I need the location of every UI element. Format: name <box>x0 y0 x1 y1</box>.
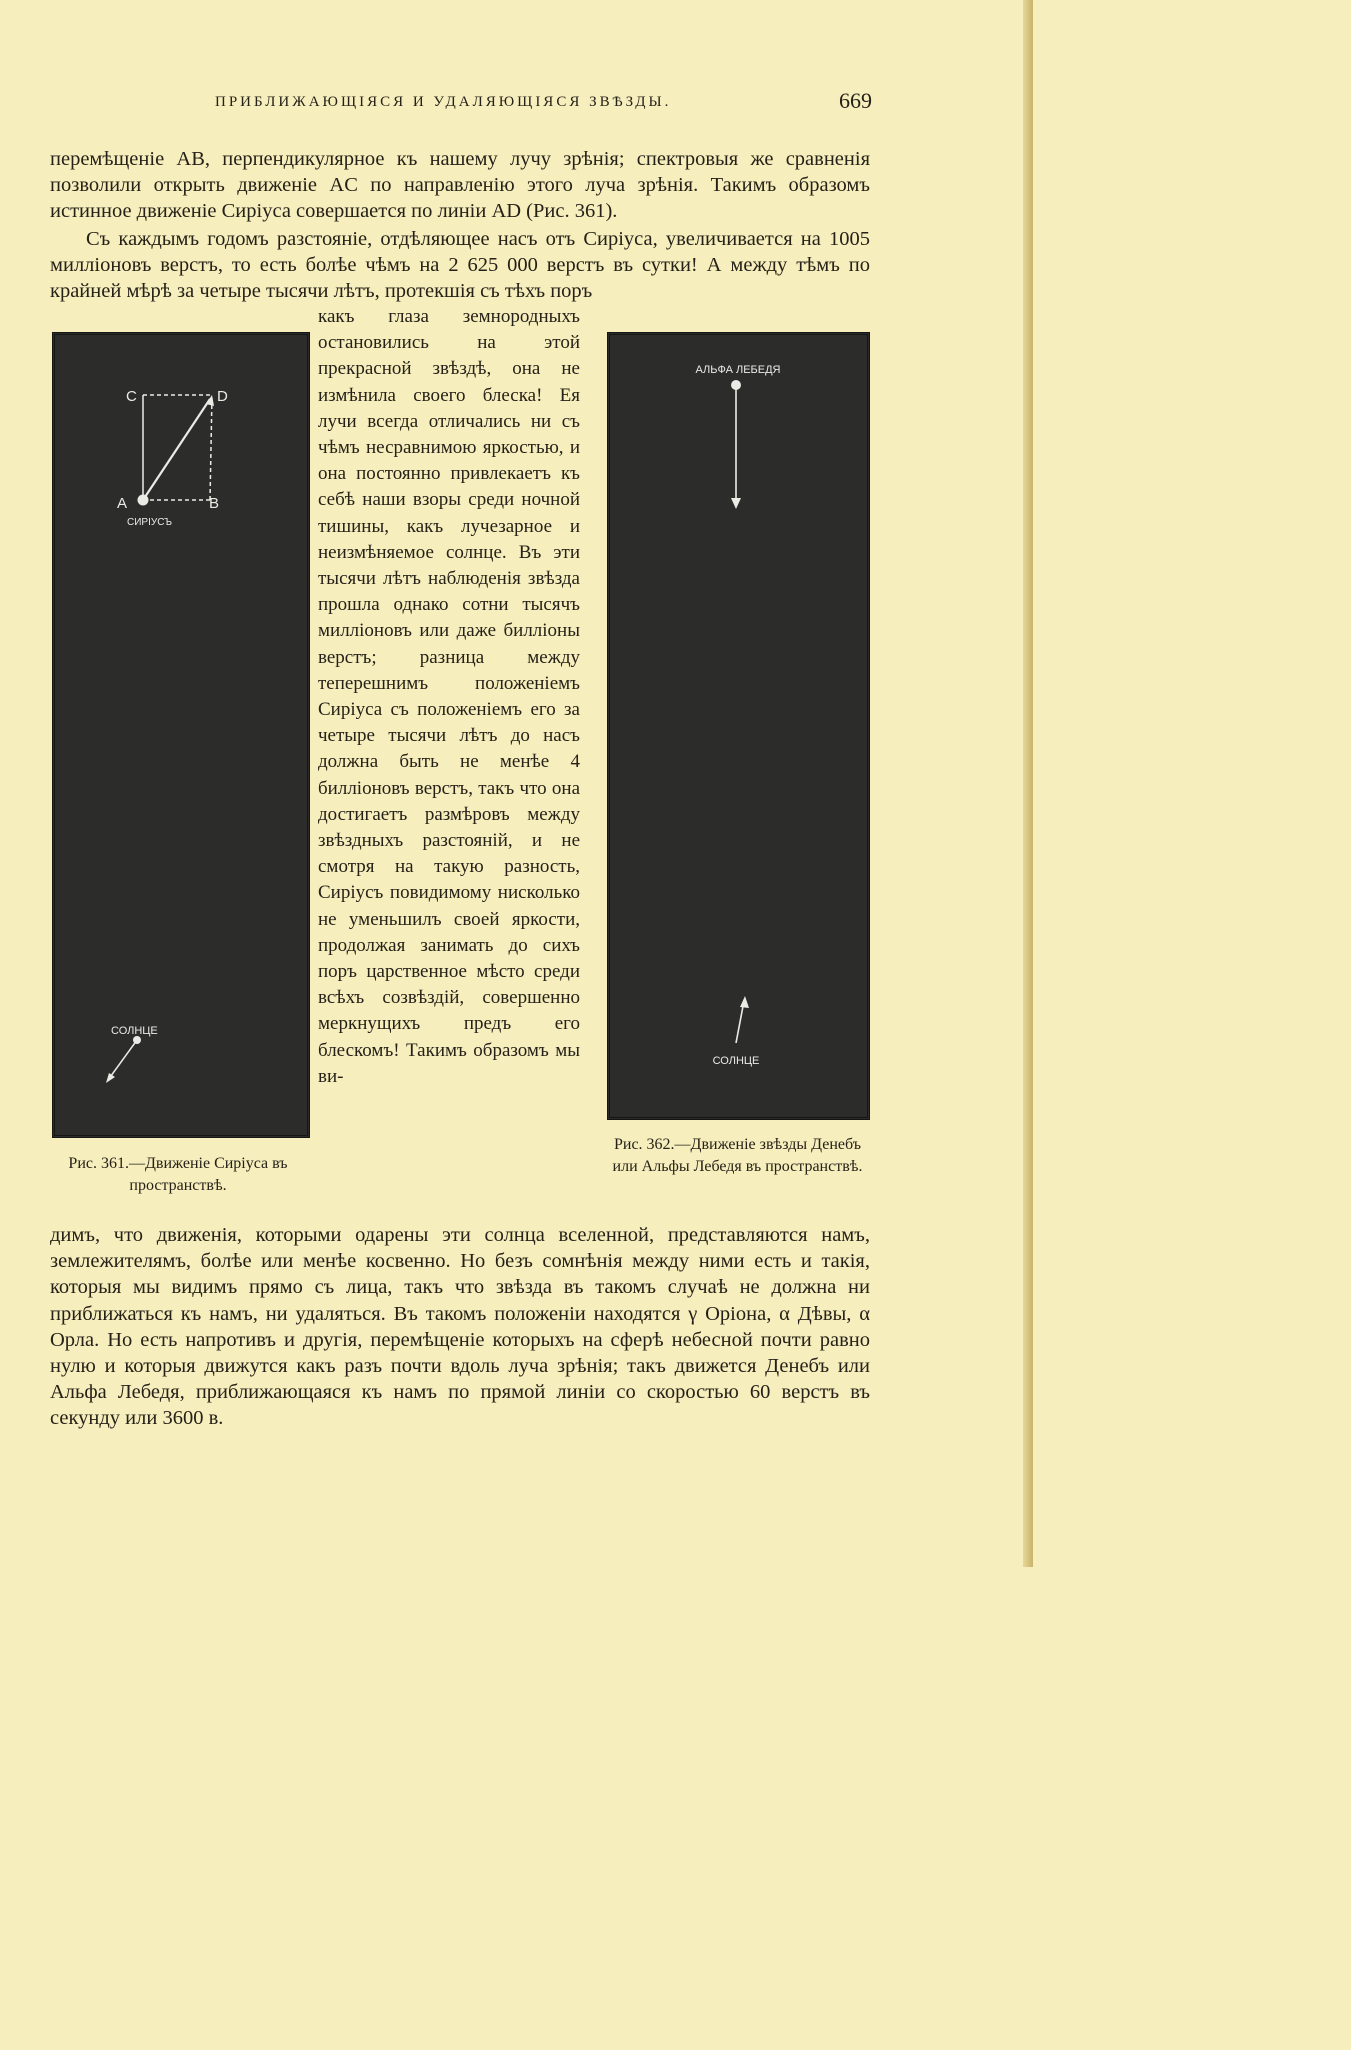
paragraph-1: перемѣщеніе AB, перпендикулярное къ нашему лучу зрѣнія; спектровыя же сравненія позволили открыть движеніе AC по направленію этого луча зрѣнія. Такимъ образомъ истинное движеніе Сиріуса совершается по линіи AD (Рис. 361). <box>50 148 870 223</box>
arrowhead-down-icon <box>731 498 741 509</box>
page-edge <box>1023 0 1033 1567</box>
page-number: 669 <box>839 88 872 113</box>
figure-361-caption: Рис. 361.—Движеніе Сиріуса въ пространствѣ. <box>68 1155 288 1194</box>
label-b: B <box>209 495 220 512</box>
label-alpha-cygni: АЛЬФА ЛЕБЕДЯ <box>695 364 781 376</box>
middle-column-text: какъ глаза земнородныхъ остановились на этой прекрасной звѣздѣ, она не измѣнила своего блеска! Ея лучи всегда отличались ни съ чѣмъ несравнимою яркостью, и она постоянно привлекаетъ къ себѣ наши взоры среди ночной тишины, какъ лучезарное и неизмѣняемое солнце. Въ эти тысячи лѣтъ наблюденія звѣзда прошла однако сотни тысячъ милліоновъ или даже билліоны верстъ; разница между теперешнимъ положеніемъ Сиріуса съ положеніемъ его за четыре тысячи лѣтъ до насъ должна быть не менѣе 4 билліоновъ верстъ, такъ что она достигаетъ размѣровъ между звѣздныхъ разстояній, и не смотря на такую разность, Сиріусъ повидимому нисколько не уменьшилъ своей яркости, продолжая занимать до сихъ поръ царственное мѣсто среди всѣхъ созвѣздій, совершенно меркнущихъ предъ его блескомъ! Такимъ образомъ мы ви- <box>318 306 580 1087</box>
sun-motion-arrow <box>108 1040 137 1080</box>
figure-362-caption: Рис. 362.—Движеніе звѣзды Денебъ или Альфы Лебедя въ пространствѣ. <box>612 1136 863 1175</box>
paragraph-3: димъ, что движенія, которыми одарены эти солнца вселенной, представляются намъ, землежителямъ, болѣе или менѣе косвенно. Но безъ сомнѣнія между ними есть и такія, которыя мы видимъ прямо съ лица, такъ что звѣзда въ такомъ случаѣ не должна ни приближаться къ намъ, ни удаляться. Въ такомъ положеніи находятся γ Оріона, α Дѣвы, α Орла. Но есть напротивъ и другія, перемѣщеніе которыхъ на сферѣ небесной почти равно нулю и которыя движутся какъ разъ почти вдоль луча зрѣнія; такъ движется Денебъ или Альфа Лебедя, приближающаяся къ намъ по прямой линіи со скоростью 60 верстъ въ секунду или 3600 в. <box>50 1224 870 1430</box>
figure-361-sirius-motion <box>52 332 310 1138</box>
label-c: C <box>126 388 137 405</box>
paragraph-2: Съ каждымъ годомъ разстояніе, отдѣляющее насъ отъ Сиріуса, увеличивается на 1005 милліоновъ верстъ, то есть болѣе чѣмъ на 2 625 000 верстъ въ сутки! А между тѣмъ по крайней мѣрѣ за четыре тысячи лѣтъ, протекшія съ тѣхъ поръ <box>50 228 870 303</box>
figure-361-diagram <box>55 335 307 1135</box>
label-sun: СОЛНЦЕ <box>712 1055 760 1067</box>
figure-362-diagram <box>610 335 867 1117</box>
arrowhead-sun-icon <box>106 1073 115 1083</box>
label-d: D <box>217 388 228 405</box>
segment-bd <box>210 395 212 500</box>
running-head: ПРИБЛИЖАЮЩІЯСЯ И УДАЛЯЮЩІЯСЯ ЗВѢЗДЫ. <box>215 94 672 110</box>
segment-ad <box>143 399 210 500</box>
arrowhead-up-icon <box>740 996 749 1008</box>
label-a: A <box>117 495 128 512</box>
label-sirius: СИРІУСЪ <box>127 517 173 528</box>
page-header <box>50 88 872 118</box>
deneb-star-dot <box>731 380 741 390</box>
figure-362-deneb-motion <box>607 332 870 1120</box>
sun-dot <box>133 1036 141 1044</box>
sirius-star-dot <box>138 495 149 506</box>
label-sun: СОЛНЦЕ <box>111 1025 158 1037</box>
